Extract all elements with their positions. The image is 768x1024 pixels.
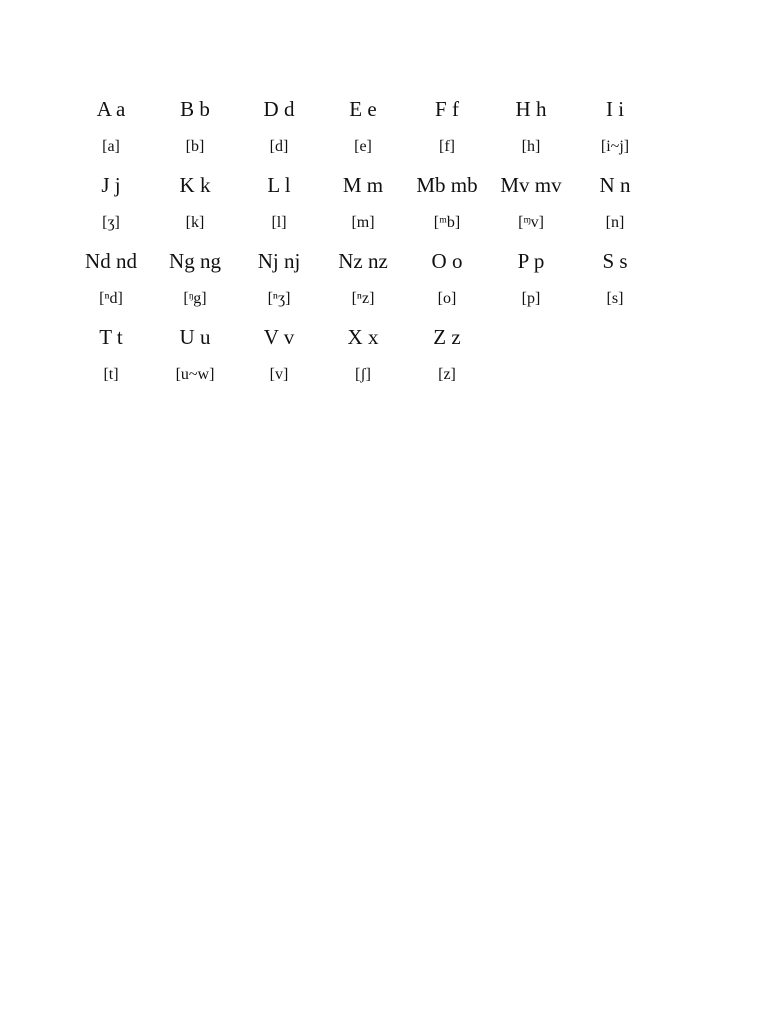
letter-cell: M m — [342, 172, 384, 197]
letter-cell: T t — [99, 324, 123, 349]
ipa-cell: [ʒ] — [102, 214, 120, 231]
ipa-cell: [k] — [185, 214, 205, 231]
letter-cell: I i — [605, 96, 625, 121]
ipa-cell: [v] — [269, 366, 289, 383]
letter-cell: D d — [263, 96, 295, 121]
ipa-cell: [ʃ] — [355, 366, 371, 383]
ipa-cell: [u~w] — [175, 366, 215, 383]
ipa-cell: [m] — [351, 214, 375, 231]
ipa-cell: [f] — [439, 138, 455, 155]
ipa-cell: [ⁿz] — [351, 290, 375, 307]
ipa-cell: [o] — [437, 290, 457, 307]
ipa-cell: [p] — [521, 290, 541, 307]
letter-cell: B b — [180, 96, 210, 121]
letter-cell: Nj nj — [257, 248, 301, 273]
letter-cell: K k — [179, 172, 211, 197]
empty-cell — [489, 318, 573, 356]
letter-cell: O o — [431, 248, 463, 273]
alphabet-table — [69, 90, 657, 394]
ipa-cell: [h] — [521, 138, 541, 155]
letter-cell: L l — [267, 172, 291, 197]
letter-cell: Ng ng — [169, 248, 221, 273]
empty-cell — [573, 318, 657, 356]
ipa-cell: [i~j] — [600, 138, 630, 155]
letter-cell: U u — [179, 324, 211, 349]
empty-cell — [573, 356, 657, 394]
letter-cell: A a — [96, 96, 126, 121]
letter-cell: Mb mb — [416, 172, 478, 197]
ipa-cell: [ᶬv] — [518, 214, 544, 231]
letter-cell: H h — [515, 96, 547, 121]
ipa-cell: [ᵑg] — [183, 290, 207, 307]
letter-cell: P p — [517, 248, 545, 273]
ipa-cell: [e] — [354, 138, 372, 155]
ipa-cell: [ⁿd] — [99, 290, 123, 307]
letter-cell: X x — [347, 324, 379, 349]
ipa-cell: [l] — [271, 214, 287, 231]
ipa-cell: [ⁿʒ] — [267, 290, 291, 307]
ipa-cell: [a] — [102, 138, 120, 155]
ipa-cell: [n] — [605, 214, 625, 231]
letter-cell: V v — [263, 324, 295, 349]
letter-cell: N n — [599, 172, 631, 197]
empty-cell — [489, 356, 573, 394]
ipa-cell: [ᵐb] — [433, 214, 461, 231]
ipa-cell: [t] — [103, 366, 119, 383]
letter-cell: E e — [349, 96, 377, 121]
ipa-cell: [b] — [185, 138, 205, 155]
ipa-cell: [s] — [606, 290, 624, 307]
ipa-cell: [z] — [438, 366, 456, 383]
letter-cell: Z z — [433, 324, 461, 349]
letter-cell: Nz nz — [338, 248, 388, 273]
letter-cell: S s — [602, 248, 628, 273]
letter-cell: Nd nd — [85, 248, 137, 273]
ipa-cell: [d] — [269, 138, 289, 155]
letter-cell: J j — [101, 172, 121, 197]
letter-cell: Mv mv — [500, 172, 562, 197]
letter-cell: F f — [435, 96, 459, 121]
